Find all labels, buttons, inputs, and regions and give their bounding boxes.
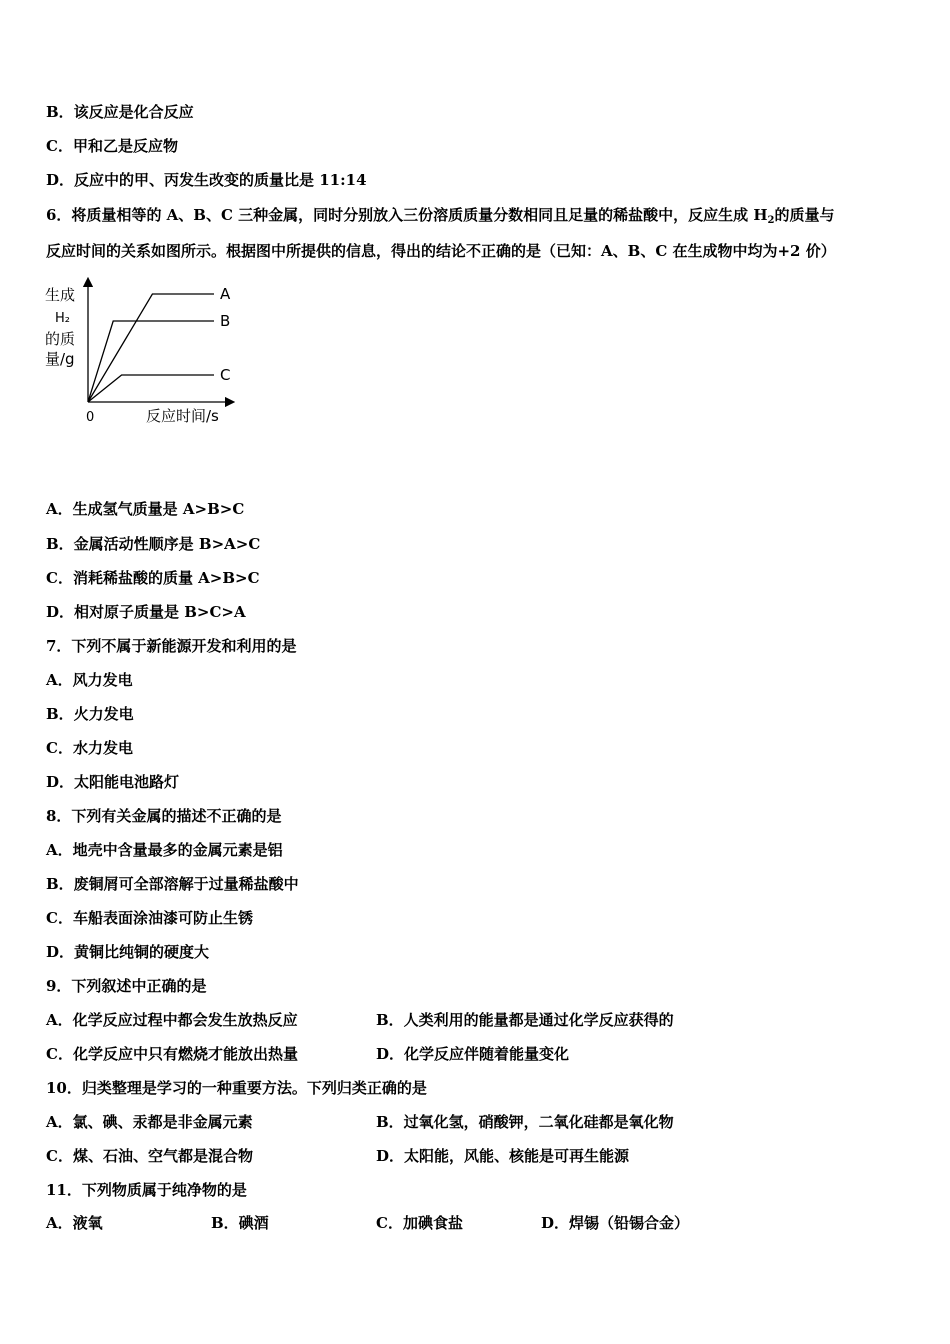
q10-option-d: D．太阳能，风能、核能是可再生能源 (376, 1147, 630, 1165)
q11-option-a: A．液氧 (46, 1214, 103, 1232)
q7-option-d: D．太阳能电池路灯 (46, 773, 180, 791)
q9-option-b: B．人类利用的能量都是通过化学反应获得的 (376, 1011, 674, 1029)
q5-option-c: C．甲和乙是反应物 (46, 137, 178, 155)
q10-option-b: B．过氧化氢，硝酸钾，二氧化硅都是氧化物 (376, 1113, 674, 1131)
q9-option-d: D．化学反应伴随着能量变化 (376, 1045, 570, 1063)
q6-stem-line1 (46, 205, 835, 231)
q10-stem: 10．归类整理是学习的一种重要方法。下列归类正确的是 (46, 1079, 427, 1097)
q11-option-b: B．碘酒 (211, 1214, 269, 1232)
q11-option-c: C．加碘食盐 (376, 1214, 463, 1232)
q6-option-d: D．相对原子质量是 B>C>A (46, 603, 246, 621)
q5-option-d: D．反应中的甲、丙发生改变的质量比是 11:14 (46, 171, 367, 189)
q7-option-c: C．水力发电 (46, 739, 133, 757)
hydrogen-mass-graph (40, 276, 240, 428)
y-axis-label-line-1: 生成 (45, 286, 76, 304)
y-axis-label-line-2: H₂ (55, 311, 70, 326)
q7-option-a: A．风力发电 (46, 671, 133, 689)
q6-option-c: C．消耗稀盐酸的质量 A>B>C (46, 569, 260, 587)
q7-stem: 7．下列不属于新能源开发和利用的是 (46, 637, 297, 655)
y-axis-label-line-3: 的质 (45, 330, 76, 348)
series-line-a (88, 294, 214, 402)
q6-option-a: A．生成氢气质量是 A>B>C (46, 500, 245, 518)
origin-label: 0 (86, 410, 95, 425)
q6-stem-line2: 反应时间的关系如图所示。根据图中所提供的信息，得出的结论不正确的是（已知：A、B、C 在生成物中均为+2 价） (46, 242, 836, 260)
series-line-b (88, 321, 214, 402)
q6-option-b: B．金属活动性顺序是 B>A>C (46, 535, 261, 553)
q6-stem-line1-a: 6．将质量相等的 A、B、C 三种金属，同时分别放入三份溶质质量分数相同且足量的稀盐酸中，反应生成 H (46, 206, 768, 224)
q11-stem: 11．下列物质属于纯净物的是 (46, 1181, 247, 1199)
q7-option-b: B．火力发电 (46, 705, 134, 723)
q9-option-a: A．化学反应过程中都会发生放热反应 (46, 1011, 298, 1029)
q10-option-a: A．氯、碘、汞都是非金属元素 (46, 1113, 253, 1131)
series-label-b: B (220, 312, 231, 330)
series-label-a: A (220, 285, 231, 303)
q11-option-d: D．焊锡（铅锡合金） (541, 1214, 690, 1232)
y-axis-label-line-4: 量/g (45, 350, 75, 368)
q8-option-b: B．废铜屑可全部溶解于过量稀盐酸中 (46, 875, 299, 893)
q6-stem-line1-b: 的质量与 (774, 206, 835, 224)
q8-option-a: A．地壳中含量最多的金属元素是铝 (46, 841, 283, 859)
q9-option-c: C．化学反应中只有燃烧才能放出热量 (46, 1045, 298, 1063)
q8-option-c: C．车船表面涂油漆可防止生锈 (46, 909, 253, 927)
h2-subscript: 2 (767, 215, 775, 226)
x-axis-label: 反应时间/s (146, 407, 219, 425)
q8-option-d: D．黄铜比纯铜的硬度大 (46, 943, 210, 961)
series-line-c (88, 375, 214, 402)
q5-option-b: B．该反应是化合反应 (46, 103, 194, 121)
q9-stem: 9．下列叙述中正确的是 (46, 977, 207, 995)
q10-option-c: C．煤、石油、空气都是混合物 (46, 1147, 253, 1165)
q8-stem: 8．下列有关金属的描述不正确的是 (46, 807, 282, 825)
series-label-c: C (220, 366, 231, 384)
